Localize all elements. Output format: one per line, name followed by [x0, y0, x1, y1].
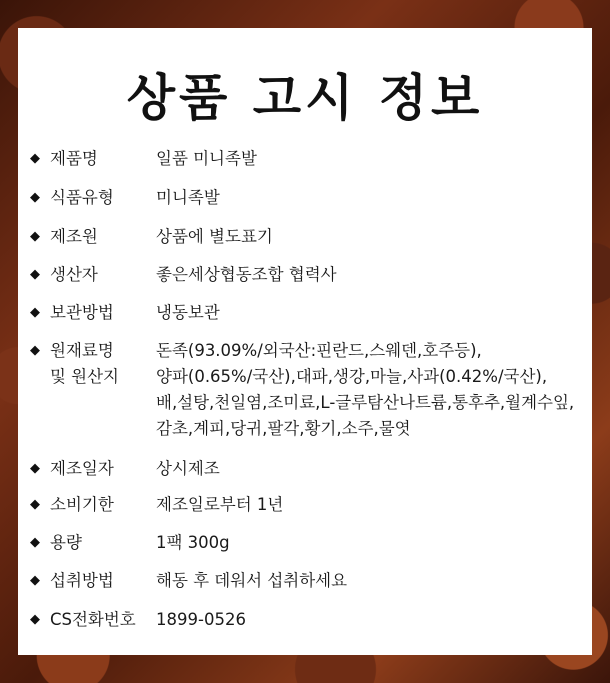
diamond-bullet-icon: ◆ — [30, 612, 40, 627]
diamond-bullet-icon: ◆ — [30, 267, 40, 282]
info-row-expiry — [30, 492, 576, 518]
row-value: 냉동보관 — [156, 303, 220, 322]
info-row-product-name — [30, 146, 576, 172]
row-label: CS전화번호 — [50, 610, 136, 629]
info-row-cs-phone — [30, 607, 576, 633]
row-label: 원재료명 및 원산지 — [50, 341, 120, 386]
row-value: 제조일로부터 1년 — [156, 495, 284, 514]
diamond-bullet-icon: ◆ — [30, 497, 40, 512]
info-row-manufacture-date — [30, 456, 576, 482]
row-value: 1899-0526 — [156, 610, 246, 629]
info-row-manufacturer — [30, 224, 576, 250]
page-title: 상품 고시 정보 — [126, 69, 484, 127]
row-value: 해동 후 데워서 섭취하세요 — [156, 571, 348, 590]
row-label: 제조일자 — [50, 459, 114, 478]
row-label: 제품명 — [50, 149, 98, 168]
diamond-bullet-icon: ◆ — [30, 190, 40, 205]
row-label: 소비기한 — [50, 495, 114, 514]
diamond-bullet-icon: ◆ — [30, 229, 40, 244]
diamond-bullet-icon: ◆ — [30, 535, 40, 550]
row-label: 식품유형 — [50, 188, 114, 207]
info-row-producer — [30, 262, 576, 288]
row-label: 용량 — [50, 533, 82, 552]
row-value: 미니족발 — [156, 188, 220, 207]
info-row-ingredients — [30, 338, 576, 442]
row-label: 제조원 — [50, 227, 98, 246]
info-row-food-type — [30, 185, 576, 211]
row-value: 좋은세상협동조합 협력사 — [156, 265, 337, 284]
row-value: 일품 미니족발 — [156, 149, 257, 168]
row-value: 돈족(93.09%/외국산:핀란드,스웨덴,호주등), 양파(0.65%/국산),대파,생강,마늘,사과(0.42%/국산), 배,설탕,천일염,조미료,L-글루탐산나트륨,통후추,월계수잎, 감초,계피,당귀,팔각,황기,소주,물엿 — [156, 341, 575, 438]
diamond-bullet-icon: ◆ — [30, 305, 40, 320]
diamond-bullet-icon: ◆ — [30, 573, 40, 588]
diamond-bullet-icon: ◆ — [30, 151, 40, 166]
info-row-capacity — [30, 530, 576, 556]
diamond-bullet-icon: ◆ — [30, 343, 40, 358]
info-panel — [18, 28, 592, 655]
row-value: 상품에 별도표기 — [156, 227, 273, 246]
row-label: 섭취방법 — [50, 571, 114, 590]
row-label: 생산자 — [50, 265, 98, 284]
row-value: 상시제조 — [156, 459, 220, 478]
row-label: 보관방법 — [50, 303, 114, 322]
diamond-bullet-icon: ◆ — [30, 461, 40, 476]
info-row-storage — [30, 300, 576, 326]
row-value: 1팩 300g — [156, 533, 230, 552]
info-row-how-to-eat — [30, 568, 576, 594]
